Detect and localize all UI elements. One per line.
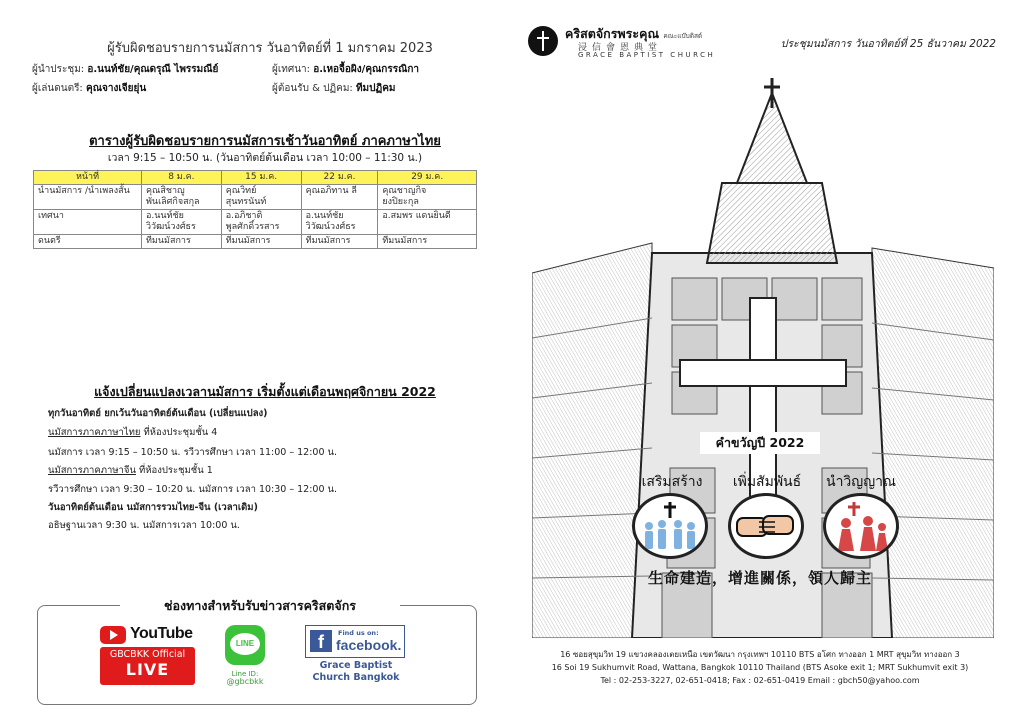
church-name-english: GRACE BAPTIST CHURCH xyxy=(578,51,716,59)
table-cell: คุณสิชาญู พันเลิศกิจสกุล xyxy=(142,185,222,210)
header-date: 22 ม.ค. xyxy=(301,171,378,185)
musician-info xyxy=(32,81,146,96)
chinese-motto: 生命建造，增進關係，領人歸主 xyxy=(647,569,872,587)
youtube-live-badge[interactable] xyxy=(100,647,195,685)
youtube-play-icon xyxy=(100,626,126,644)
role-cell: นำนมัสการ /นำเพลงสั้น xyxy=(34,185,142,210)
address-thai: 16 ซอยสุขุมวิท 19 แขวงคลองเตยเหนือ เขตวัฒนา กรุงเทพฯ 10110 BTS อโศก ทางออก 1 MRT สุขุมวิท ทางออก 3 xyxy=(560,650,960,659)
table-cell: ทีมนมัสการ xyxy=(378,235,477,249)
welcome-info xyxy=(272,81,396,96)
line-id: Line ID: @gbcbkk xyxy=(226,670,264,686)
table-row xyxy=(34,210,477,235)
church-name-thai: คริสตจักรพระคุณ คณะแบ๊บติสต์ xyxy=(565,26,703,41)
table-cell: ทีมนมัสการ xyxy=(221,235,301,249)
handshake-icon xyxy=(728,493,804,559)
preacher-info xyxy=(272,62,419,77)
musician-label: ผู้เล่นดนตรี: xyxy=(32,83,83,94)
channels-title: ช่องทางสำหรับรับข่าวสารคริสตจักร xyxy=(120,596,400,616)
contact-info: Tel : 02-253-3227, 02-651-0418; Fax : 02-651-0419 Email : gbch50@yahoo.com xyxy=(600,676,920,685)
role-cell: ดนตรี xyxy=(34,235,142,249)
notice-line: อธิษฐานเวลา 9:30 น. นมัสการเวลา 10:00 น. xyxy=(48,520,240,531)
leader-label: ผู้นำประชุม: xyxy=(32,64,85,75)
header-date: 15 ม.ค. xyxy=(221,171,301,185)
youtube-live-label: LIVE xyxy=(125,660,170,679)
table-cell: อ.นนท์ชัย วิวัฒน์วงศ์ธร xyxy=(301,210,378,235)
notice-line: รวีวารศึกษา เวลา 9:30 – 10:20 น. นมัสการ เวลา 10:30 – 12:00 น. xyxy=(48,484,338,495)
table-cell: อ.อภิชาติ พูลศักดิ์วรสาร xyxy=(221,210,301,235)
notice-title: แจ้งเปลี่ยนแปลงเวลานมัสการ เริ่มตั้งแต่เดือนพฤศจิกายน 2022 xyxy=(94,384,436,399)
facebook-icon: f xyxy=(310,630,332,652)
leader-info xyxy=(32,62,218,77)
page-title: ผู้รับผิดชอบรายการนมัสการ วันอาทิตย์ที่ 1 มกราคม 2023 xyxy=(107,41,433,56)
church-name-chinese: 浸信會恩典堂 xyxy=(578,43,663,53)
preacher-value: อ.เหอจื้อผิง/คุณกรรณิกา xyxy=(313,64,420,75)
schedule-table xyxy=(33,170,477,249)
role-cell: เทศนา xyxy=(34,210,142,235)
youtube-wordmark: YouTube xyxy=(130,625,193,642)
church-cross-logo-icon xyxy=(528,26,558,56)
preacher-label: ผู้เทศนา: xyxy=(272,64,311,75)
facebook-find-label: Find us on: xyxy=(338,629,379,637)
notice-line: วันอาทิตย์ต้นเดือน นมัสการรวมไทย-จีน (เวลาเดิม) xyxy=(48,502,258,513)
notice-line: นมัสการภาคภาษาไทย ที่ห้องประชุมชั้น 4 xyxy=(48,427,218,438)
line-icon[interactable] xyxy=(225,625,265,665)
theme-word: นำวิญญาณ xyxy=(826,474,896,490)
notice-line: นมัสการภาคภาษาจีน ที่ห้องประชุมชั้น 1 xyxy=(48,465,213,476)
welcome-value: ทีมปฏิคม xyxy=(355,83,396,94)
line-wordmark: LINE xyxy=(230,633,260,655)
youtube-logo[interactable] xyxy=(100,625,195,645)
table-row xyxy=(34,185,477,210)
table-cell: คุณอภิทาน ลี xyxy=(301,185,378,210)
service-date: ประชุมนมัสการ วันอาทิตย์ที่ 25 ธันวาคม 2022 xyxy=(780,38,996,50)
facebook-caption: Grace Baptist Church Bangkok xyxy=(312,660,400,683)
musician-value: คุณจางเจียยุ่น xyxy=(86,83,147,94)
table-header-row xyxy=(34,171,477,185)
welcome-label: ผู้ต้อนรับ & ปฏิคม: xyxy=(272,83,353,94)
facebook-badge[interactable] xyxy=(305,625,405,658)
theme-title: คำขวัญปี 2022 xyxy=(700,432,820,454)
table-cell: คุณวิทย์ สุนทรนันท์ xyxy=(221,185,301,210)
header-date: 8 ม.ค. xyxy=(142,171,222,185)
notice-line: นมัสการ เวลา 9:15 – 10:50 น. รวีวารศึกษา เวลา 11:00 – 12:00 น. xyxy=(48,447,338,458)
leader-value: อ.นนท์ชัย/คุณดรุณี ไพรรมณีย์ xyxy=(87,64,219,75)
header-role: หน้าที่ xyxy=(34,171,142,185)
header-date: 29 ม.ค. xyxy=(378,171,477,185)
notice-line: ทุกวันอาทิตย์ ยกเว้นวันอาทิตย์ต้นเดือน (เปลี่ยนแปลง) xyxy=(48,408,268,419)
schedule-title: ตารางผู้รับผิดชอบรายการนมัสการเช้าวันอาทิตย์ ภาคภาษาไทย xyxy=(89,134,441,149)
youtube-channel-name: GBCBKK Official xyxy=(109,649,186,660)
table-cell: อ.นนท์ชัย วิวัฒน์วงศ์ธร xyxy=(142,210,222,235)
theme-word: เสริมสร้าง xyxy=(641,474,703,490)
table-cell: ทีมนมัสการ xyxy=(301,235,378,249)
table-cell: คุณชาญกิจ ยงปิยะกุล xyxy=(378,185,477,210)
theme-word: เพิ่มสัมพันธ์ xyxy=(732,474,802,490)
table-row xyxy=(34,235,477,249)
table-cell: ทีมนมัสการ xyxy=(142,235,222,249)
address-english: 16 Soi 19 Sukhumvit Road, Wattana, Bangkok 10110 Thailand (BTS Asoke exit 1; MRT Sukhumvit exit 3) xyxy=(551,663,969,672)
outreach-icon xyxy=(823,493,899,559)
schedule-subtitle: เวลา 9:15 – 10:50 น. (วันอาทิตย์ต้นเดือน เวลา 10:00 – 11:30 น.) xyxy=(107,152,423,164)
facebook-wordmark: facebook. xyxy=(336,637,402,653)
congregation-icon xyxy=(632,493,708,559)
table-cell: อ.สมพร แดนยินดี xyxy=(378,210,477,235)
